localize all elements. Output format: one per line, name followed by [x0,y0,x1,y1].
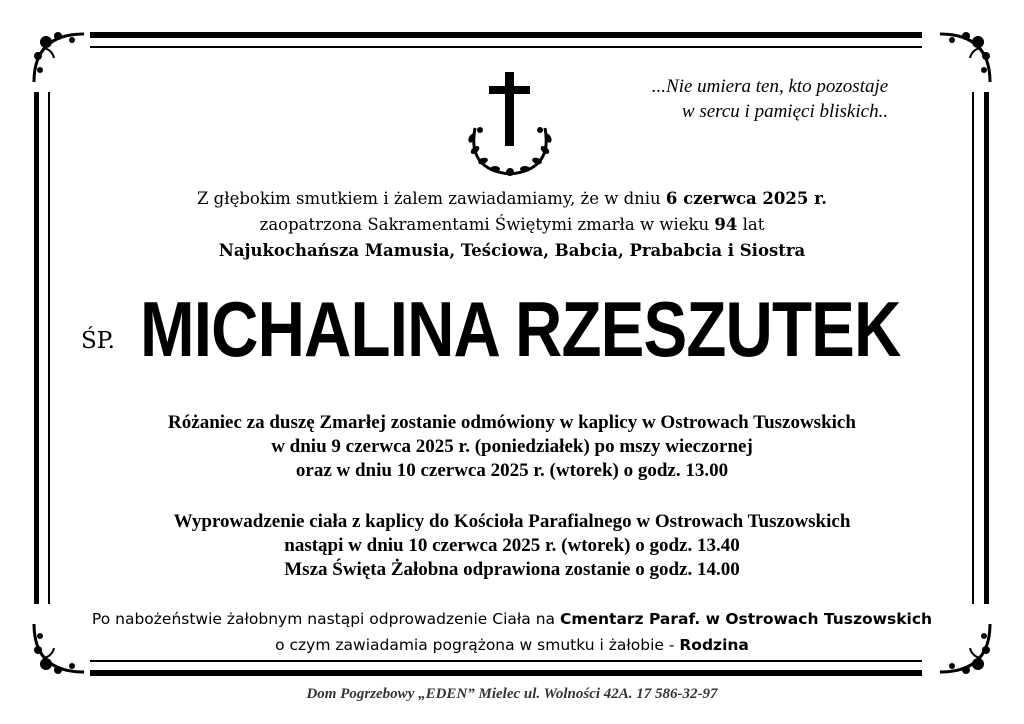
corner-ornament-top-right [930,22,1000,92]
intro-text: lat [737,215,765,234]
deceased-prefix: ŚP. [81,328,115,354]
cross-wreath-icon [445,68,575,180]
announcement-intro [0,186,1024,264]
deceased-name-row [0,284,1024,374]
departure-info [0,510,1024,582]
frame-top-inner [90,46,922,48]
burial-line-2 [0,632,1024,658]
rosary-line-1: Różaniec za duszę Zmarłej zostanie odmówiony w kaplicy w Ostrowach Tuszowskich [168,412,856,433]
death-date: 6 czerwca 2025 r. [665,189,828,208]
departure-line-3: Msza Święta Żałobna odprawiona zostanie o godz. 14.00 [284,559,740,580]
memorial-quote [600,74,940,124]
cemetery-name: Cmentarz Paraf. w Ostrowach Tuszowskich [559,610,933,628]
intro-line-3 [0,238,1024,264]
age: 94 [714,215,738,234]
family-signature: Rodzina [679,636,749,654]
departure-line-2: nastąpi w dniu 10 czerwca 2025 r. (wtorek) o godz. 13.40 [284,535,740,556]
burial-info [0,606,1024,658]
burial-line-1 [0,606,1024,632]
rosary-line-3: oraz w dniu 10 czerwca 2025 r. (wtorek) o godz. 13.00 [295,460,729,481]
quote-line-1: ...Nie umiera ten, kto pozostaje [651,76,889,97]
deceased-name: MICHALINA RZESZUTEK [140,285,901,373]
burial-text: o czym zawiadamia pogrążona w smutku i żałobie - [275,636,680,654]
intro-line-1 [0,186,1024,212]
intro-text: zaopatrzona Sakramentami Świętymi zmarła w wieku [259,215,715,234]
intro-line-2 [0,212,1024,238]
quote-line-2: w sercu i pamięci bliskich.. [681,101,889,122]
burial-text: Po nabożeństwie żałobnym nastąpi odprowadzenie Ciała na [91,610,560,628]
intro-text: Z głębokim smutkiem i żalem zawiadamiamy, że w dniu [196,189,666,208]
frame-top-outer [90,32,922,38]
frame-bottom-inner [90,660,922,662]
corner-ornament-top-left [24,22,94,92]
funeral-home-footer: Dom Pogrzebowy „EDEN” Mielec ul. Wolności 42A. 17 586-32-97 [306,686,718,702]
rosary-info [0,411,1024,483]
frame-bottom-outer [90,670,922,676]
family-roles: Najukochańsza Mamusia, Teściowa, Babcia, Prababcia i Siostra [218,241,806,260]
rosary-line-2: w dniu 9 czerwca 2025 r. (poniedziałek) po mszy wieczornej [271,436,753,457]
departure-line-1: Wyprowadzenie ciała z kaplicy do Kościoła Parafialnego w Ostrowach Tuszowskich [173,511,851,532]
